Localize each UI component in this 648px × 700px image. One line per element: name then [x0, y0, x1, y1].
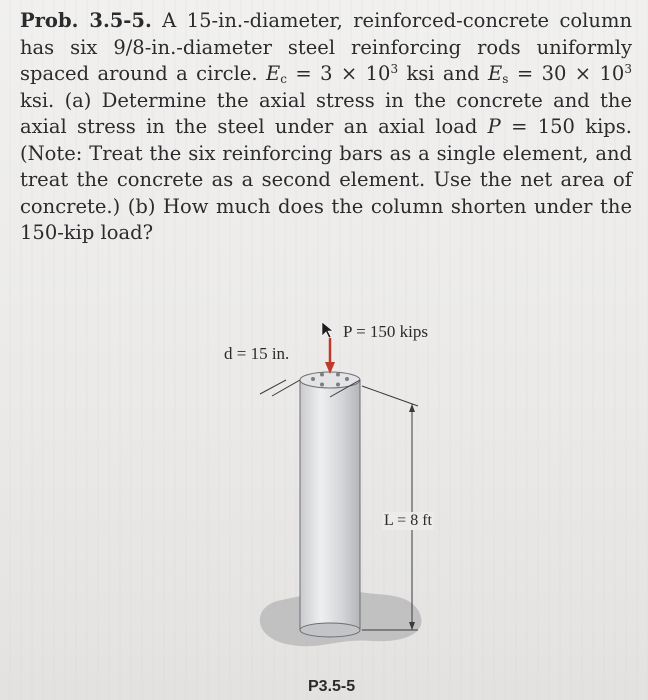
load-label: P = 150 kips: [343, 322, 428, 341]
column-bottom-edge: [300, 623, 360, 637]
length-arrow-top: [409, 404, 415, 412]
length-label: L = 8 ft: [384, 512, 432, 529]
cursor-icon: [322, 322, 333, 338]
problem-label: Prob. 3.5-5.: [20, 9, 152, 32]
problem-part-a: ksi. (a) Determine the axial stress in the concrete and the axial stress in the steel under an axial load: [20, 88, 632, 138]
problem-statement: [20, 8, 632, 247]
concrete-modulus-subscript: c: [280, 72, 287, 86]
column-figure: [0, 300, 648, 700]
steel-modulus-value: = 30 × 10: [508, 62, 625, 85]
length-dimension: [362, 386, 418, 630]
column-shaft: [300, 380, 360, 630]
concrete-modulus-exponent: 3: [390, 62, 399, 76]
concrete-modulus-symbol: E: [265, 62, 281, 85]
concrete-modulus-unit: ksi and: [398, 62, 489, 85]
steel-modulus-subscript: s: [502, 72, 509, 86]
problem-intro: A 15-in.-diameter, reinforced-concrete column has six 9/8-in.-diameter steel reinforcing rods uniformly spaced around a circle.: [20, 9, 632, 85]
problem-note: (Note: Treat the six reinforcing bars as a single element, and treat the concrete as a second element. Use the net area of concrete.) (b) How much does the column shorten under the 150-kip load?: [20, 141, 632, 244]
steel-modulus-symbol: E: [488, 62, 503, 85]
concrete-modulus-value: = 3 × 10: [286, 62, 391, 85]
figure-caption: P3.5-5: [308, 678, 356, 695]
load-value: = 150 kips.: [500, 115, 632, 138]
steel-modulus-exponent: 3: [624, 62, 632, 76]
column-drawing: [0, 300, 648, 700]
load-symbol: P: [487, 115, 501, 138]
diameter-label: d = 15 in.: [224, 344, 290, 363]
